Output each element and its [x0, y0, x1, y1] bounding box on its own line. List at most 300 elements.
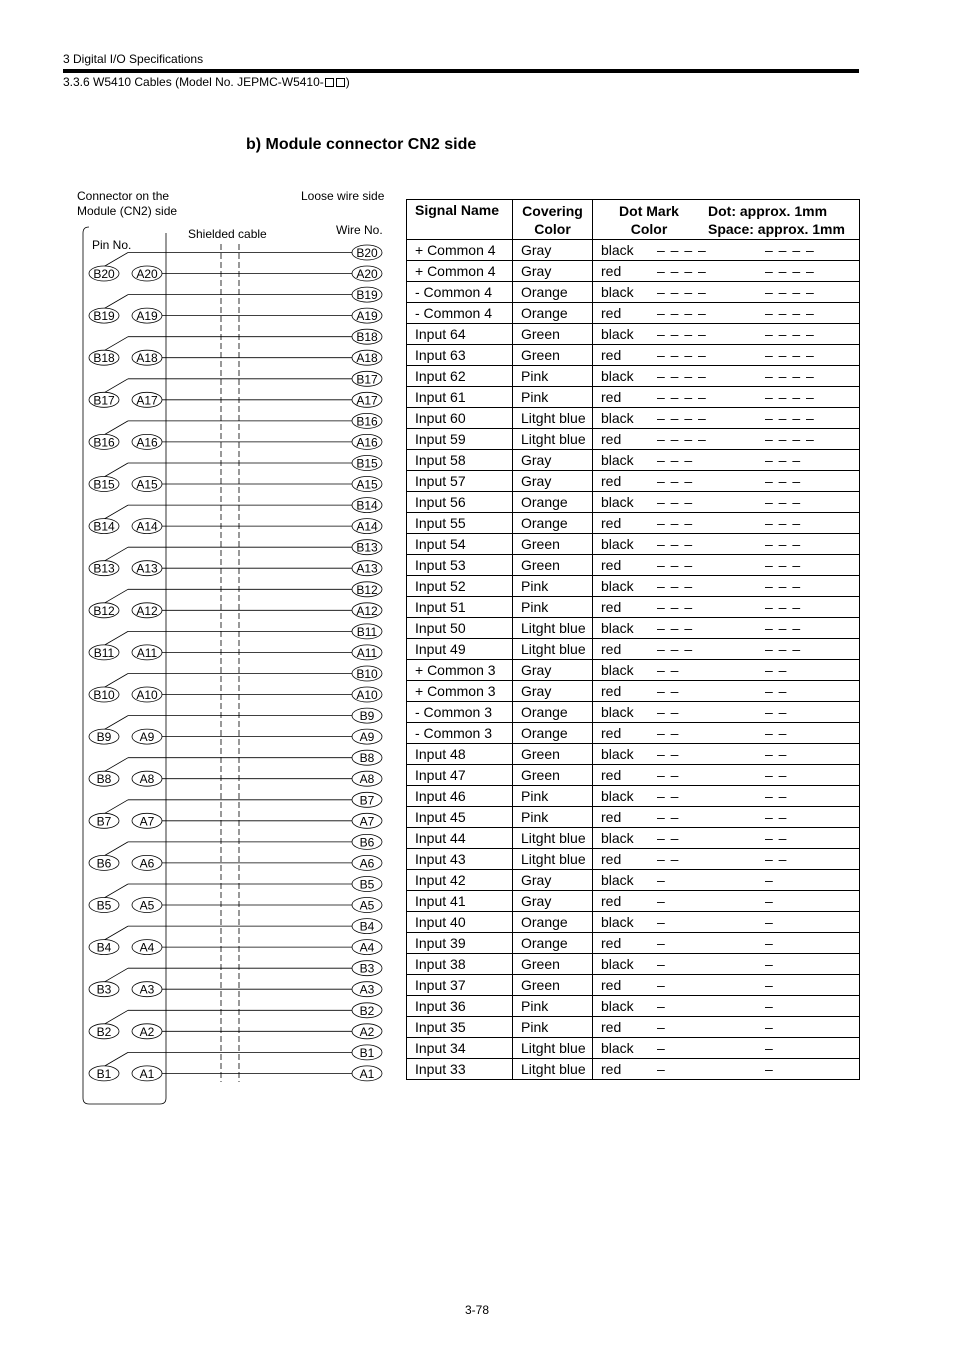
dot-mark-pattern-2: –: [765, 956, 774, 972]
dot-mark-pattern: –: [657, 998, 666, 1014]
table-row: [407, 933, 860, 954]
pin-label: B3: [96, 982, 112, 997]
signal-name-cell: Input 63: [407, 345, 513, 366]
dot-color: red: [601, 683, 622, 699]
signal-name-cell: Input 37: [407, 975, 513, 996]
wire-label: A20: [356, 267, 378, 281]
table-row: [407, 1017, 860, 1038]
signal-name-cell: Input 53: [407, 555, 513, 576]
wire-label: A7: [359, 814, 375, 829]
dot-mark-pattern-2: – – – –: [765, 326, 815, 342]
dot-color: red: [601, 1019, 622, 1035]
table-row: [407, 534, 860, 555]
signal-name-cell: Input 36: [407, 996, 513, 1017]
pin-label: A4: [139, 940, 155, 955]
wire-diagonal: [104, 884, 128, 898]
table-row: [407, 807, 860, 828]
wire-diagonal: [104, 295, 128, 309]
wire-label: A11: [356, 645, 378, 660]
wire-label: B4: [359, 919, 375, 934]
pin-label: A3: [139, 982, 155, 997]
dot-mark-pattern: – – – –: [657, 284, 707, 300]
table-row: [407, 849, 860, 870]
signal-table: [406, 199, 860, 1080]
dot-mark-pattern-2: – –: [765, 767, 788, 783]
dot-mark-pattern-2: – – – –: [765, 263, 815, 279]
dot-mark-pattern: –: [657, 956, 666, 972]
signal-name-cell: Input 33: [407, 1059, 513, 1080]
table-row: [407, 471, 860, 492]
wire-label: A17: [356, 393, 378, 408]
covering-color-cell: Gray: [513, 660, 593, 681]
signal-name-cell: Input 40: [407, 912, 513, 933]
pin-label: A1: [139, 1066, 155, 1081]
pin-label: B10: [93, 688, 115, 702]
dot-color: black: [601, 662, 634, 678]
wire-diagonal: [104, 421, 128, 435]
dot-mark-pattern: –: [657, 914, 666, 930]
wire-label: B18: [356, 330, 378, 345]
dot-mark-cell: [593, 408, 860, 429]
wire-label: B13: [356, 540, 378, 555]
dot-color: red: [601, 515, 622, 531]
signal-name-header: Signal Name: [407, 200, 513, 240]
wire-label: B9: [359, 709, 375, 724]
dot-mark-pattern: – – –: [657, 494, 694, 510]
dot-mark-cell: [593, 282, 860, 303]
wire-label: B8: [359, 751, 375, 766]
dot-mark-pattern: –: [657, 893, 666, 909]
covering-color-cell: Gray: [513, 681, 593, 702]
dot-mark-cell: [593, 597, 860, 618]
pin-label: A10: [136, 688, 158, 702]
table-row: [407, 597, 860, 618]
section-prefix: 3.3.6 W5410 Cables (Model No. JEPMC-W5410-: [63, 75, 324, 89]
dot-mark-cell: [593, 513, 860, 534]
pin-label: A7: [139, 814, 155, 829]
dot-mark-pattern-2: – – – –: [765, 284, 815, 300]
dot-header-line2: Color: [630, 220, 668, 237]
table-row: [407, 975, 860, 996]
wire-label: A3: [359, 982, 375, 997]
dot-color: red: [601, 725, 622, 741]
covering-color-cell: Green: [513, 534, 593, 555]
pin-label: B6: [96, 856, 112, 871]
dot-color: black: [601, 326, 634, 342]
pin-label: A5: [139, 898, 155, 913]
dot-color: black: [601, 494, 634, 510]
dot-mark-cell: [593, 261, 860, 282]
dot-mark-cell: [593, 618, 860, 639]
dot-mark-pattern: –: [657, 1061, 666, 1077]
section-title: b) Module connector CN2 side: [246, 136, 477, 153]
pin-label: A18: [136, 351, 158, 366]
dot-mark-pattern: – –: [657, 725, 680, 741]
table-row: [407, 912, 860, 933]
pin-label: B9: [96, 730, 112, 745]
signal-name-cell: Input 61: [407, 387, 513, 408]
dot-mark-pattern-2: – – –: [765, 620, 802, 636]
wire-diagonal: [104, 463, 128, 477]
wire-label: B3: [359, 961, 375, 976]
covering-color-cell: Pink: [513, 387, 593, 408]
dot-mark-cell: [593, 786, 860, 807]
pin-label: A17: [136, 393, 158, 408]
dot-mark-pattern: – – –: [657, 641, 694, 657]
dot-mark-pattern-2: – – –: [765, 557, 802, 573]
dot-spec-cell: [705, 202, 845, 238]
wire-label: A10: [356, 688, 378, 702]
dot-mark-pattern: –: [657, 1040, 666, 1056]
dot-mark-cell: [593, 576, 860, 597]
dot-mark-pattern-2: – –: [765, 809, 788, 825]
dot-mark-cell: [593, 996, 860, 1017]
wire-label: B10: [356, 667, 378, 681]
signal-name-cell: Input 35: [407, 1017, 513, 1038]
wire-label: A2: [359, 1024, 375, 1039]
dot-mark-pattern-2: –: [765, 1061, 774, 1077]
dot-mark-pattern-2: – – – –: [765, 431, 815, 447]
covering-color-cell: Gray: [513, 870, 593, 891]
dot-color: red: [601, 347, 622, 363]
covering-color-cell: Pink: [513, 597, 593, 618]
signal-name-cell: Input 54: [407, 534, 513, 555]
dot-mark-cell: [593, 849, 860, 870]
table-row: [407, 765, 860, 786]
covering-color-cell: Orange: [513, 303, 593, 324]
wire-label: A6: [359, 856, 375, 871]
wire-label: B19: [356, 288, 378, 303]
wire-label: A16: [356, 435, 378, 450]
table-row: [407, 366, 860, 387]
signal-name-cell: - Common 3: [407, 723, 513, 744]
dot-color: black: [601, 914, 634, 930]
signal-name-cell: + Common 4: [407, 240, 513, 261]
table-row: [407, 513, 860, 534]
covering-color-cell: Gray: [513, 471, 593, 492]
dot-mark-pattern-2: – –: [765, 704, 788, 720]
dot-mark-cell: [593, 723, 860, 744]
dot-mark-pattern-2: –: [765, 872, 774, 888]
dot-mark-pattern: – –: [657, 809, 680, 825]
table-row: [407, 429, 860, 450]
pin-label: B18: [93, 351, 115, 366]
signal-name-cell: Input 47: [407, 765, 513, 786]
table-row: [407, 345, 860, 366]
dot-mark-pattern: – –: [657, 851, 680, 867]
dot-mark-cell: [593, 954, 860, 975]
signal-name-cell: Input 41: [407, 891, 513, 912]
dot-color: red: [601, 641, 622, 657]
pin-label: A11: [136, 645, 158, 660]
dot-mark-cell: [593, 1017, 860, 1038]
dot-mark-pattern-2: – – – –: [765, 410, 815, 426]
dot-mark-cell: [593, 639, 860, 660]
pin-no-label: Pin No.: [92, 238, 132, 252]
dot-mark-pattern-2: – – –: [765, 599, 802, 615]
dot-mark-cell: [593, 912, 860, 933]
covering-header-line2: Color: [534, 220, 571, 237]
table-row: [407, 828, 860, 849]
wire-diagonal: [104, 253, 128, 267]
pin-label: A20: [136, 267, 158, 281]
dot-mark-cell: [593, 765, 860, 786]
dot-mark-cell: [593, 324, 860, 345]
pin-label: B4: [96, 940, 112, 955]
dot-color: black: [601, 746, 634, 762]
pin-label: A14: [136, 519, 158, 534]
dot-mark-cell: [593, 1038, 860, 1059]
wire-diagonal: [104, 758, 128, 772]
wire-diagonal: [104, 1010, 128, 1024]
dot-mark-pattern: – – –: [657, 536, 694, 552]
dot-color: black: [601, 704, 634, 720]
signal-name-cell: Input 56: [407, 492, 513, 513]
dot-spec-line2: Space: approx. 1mm: [708, 220, 845, 237]
wire-diagonal: [104, 716, 128, 730]
dot-mark-cell: [593, 933, 860, 954]
wire-label: B20: [356, 246, 378, 260]
signal-name-cell: Input 43: [407, 849, 513, 870]
dot-mark-cell: [593, 387, 860, 408]
dot-mark-header: [593, 200, 860, 240]
covering-color-cell: Gray: [513, 240, 593, 261]
dot-mark-pattern: – – – –: [657, 389, 707, 405]
dot-header-line1: Dot Mark: [619, 202, 679, 219]
table-row: [407, 618, 860, 639]
table-header-row: [407, 200, 860, 240]
dot-mark-pattern: – – – –: [657, 263, 707, 279]
dot-mark-pattern: –: [657, 1019, 666, 1035]
dot-mark-cell: [593, 660, 860, 681]
dot-color: black: [601, 998, 634, 1014]
dot-mark-pattern: –: [657, 977, 666, 993]
dot-color: red: [601, 599, 622, 615]
dot-mark-pattern: – –: [657, 704, 680, 720]
covering-color-cell: Pink: [513, 996, 593, 1017]
dot-mark-pattern: – – –: [657, 557, 694, 573]
connector-label-line2: Module (CN2) side: [77, 204, 178, 218]
wire-label: B16: [356, 414, 378, 429]
table-row: [407, 492, 860, 513]
covering-color-cell: Orange: [513, 723, 593, 744]
wire-diagonal: [104, 1052, 128, 1066]
dot-mark-cell: [593, 471, 860, 492]
dot-mark-pattern: – –: [657, 767, 680, 783]
signal-name-cell: Input 42: [407, 870, 513, 891]
table-row: [407, 1059, 860, 1080]
pin-label: B12: [93, 603, 115, 618]
pin-label: A12: [136, 603, 158, 618]
dot-mark-cell: [593, 870, 860, 891]
dot-mark-cell: [593, 891, 860, 912]
dot-mark-pattern: – –: [657, 662, 680, 678]
covering-color-cell: Orange: [513, 513, 593, 534]
dot-mark-pattern-2: – – – –: [765, 242, 815, 258]
dot-mark-pattern-2: – –: [765, 851, 788, 867]
table-row: [407, 450, 860, 471]
dot-mark-pattern: – –: [657, 746, 680, 762]
signal-name-cell: Input 49: [407, 639, 513, 660]
signal-name-cell: + Common 3: [407, 660, 513, 681]
dot-color: black: [601, 956, 634, 972]
signal-name-cell: Input 46: [407, 786, 513, 807]
dot-mark-pattern: – – – –: [657, 326, 707, 342]
dot-mark-pattern-2: –: [765, 935, 774, 951]
dot-color: red: [601, 431, 622, 447]
signal-name-cell: - Common 4: [407, 303, 513, 324]
table-row: [407, 387, 860, 408]
covering-color-cell: Gray: [513, 450, 593, 471]
pin-label: B15: [93, 477, 115, 492]
covering-color-cell: Litght blue: [513, 639, 593, 660]
wire-diagonal: [104, 379, 128, 393]
signal-name-cell: Input 58: [407, 450, 513, 471]
wire-diagonal: [104, 337, 128, 351]
dot-mark-color-cell: [593, 202, 705, 238]
wire-diagonal: [104, 547, 128, 561]
pin-label: B19: [93, 309, 115, 324]
table-row: [407, 702, 860, 723]
dot-mark-cell: [593, 534, 860, 555]
table-row: [407, 996, 860, 1017]
dot-color: black: [601, 242, 634, 258]
wire-label: A14: [356, 519, 378, 534]
dot-color: black: [601, 872, 634, 888]
pin-label: B17: [93, 393, 115, 408]
dot-mark-pattern-2: – –: [765, 662, 788, 678]
dot-color: black: [601, 536, 634, 552]
wire-label: B2: [359, 1003, 375, 1018]
dot-color: red: [601, 1061, 622, 1077]
covering-color-cell: Orange: [513, 702, 593, 723]
wire-label: B5: [359, 877, 375, 892]
dot-color: black: [601, 284, 634, 300]
signal-name-cell: Input 59: [407, 429, 513, 450]
dot-color: red: [601, 851, 622, 867]
table-row: [407, 1038, 860, 1059]
table-row: [407, 555, 860, 576]
covering-color-cell: Litght blue: [513, 618, 593, 639]
signal-name-cell: Input 64: [407, 324, 513, 345]
wire-group: [89, 245, 382, 1081]
dot-color: red: [601, 893, 622, 909]
covering-color-cell: Pink: [513, 1017, 593, 1038]
signal-name-cell: Input 44: [407, 828, 513, 849]
covering-color-cell: Gray: [513, 891, 593, 912]
table-row: [407, 681, 860, 702]
dot-mark-pattern-2: – – –: [765, 473, 802, 489]
dot-mark-pattern-2: – – –: [765, 536, 802, 552]
dot-mark-cell: [593, 450, 860, 471]
pin-label: B16: [93, 435, 115, 450]
section-suffix: ): [345, 75, 350, 89]
dot-mark-pattern: – – –: [657, 515, 694, 531]
dot-color: black: [601, 620, 634, 636]
wire-diagonal: [104, 631, 128, 645]
dot-mark-pattern: – – – –: [657, 242, 707, 258]
table-row: [407, 954, 860, 975]
dot-color: red: [601, 305, 622, 321]
covering-color-cell: Green: [513, 975, 593, 996]
dot-mark-pattern: –: [657, 935, 666, 951]
dot-mark-cell: [593, 555, 860, 576]
wire-label: A18: [356, 351, 378, 366]
dot-mark-cell: [593, 807, 860, 828]
wire-label: A4: [359, 940, 375, 955]
table-row: [407, 891, 860, 912]
dot-mark-pattern: – –: [657, 788, 680, 804]
pin-label: A6: [139, 856, 155, 871]
wire-label: A12: [356, 603, 378, 618]
covering-color-cell: Orange: [513, 933, 593, 954]
signal-name-cell: Input 50: [407, 618, 513, 639]
dot-color: black: [601, 830, 634, 846]
covering-color-cell: Green: [513, 744, 593, 765]
covering-color-cell: Gray: [513, 261, 593, 282]
dot-mark-pattern: – – – –: [657, 368, 707, 384]
covering-color-cell: Litght blue: [513, 828, 593, 849]
dot-mark-pattern: – – –: [657, 599, 694, 615]
dot-mark-cell: [593, 828, 860, 849]
dot-color: red: [601, 977, 622, 993]
pin-label: B7: [96, 814, 112, 829]
covering-color-cell: Litght blue: [513, 1059, 593, 1080]
wire-label: B17: [356, 372, 378, 387]
pin-label: B20: [93, 267, 115, 281]
dot-mark-pattern-2: – –: [765, 725, 788, 741]
dot-mark-pattern: – – – –: [657, 431, 707, 447]
wire-no-label: Wire No.: [336, 223, 383, 237]
signal-name-cell: Input 34: [407, 1038, 513, 1059]
signal-name-cell: Input 52: [407, 576, 513, 597]
dot-mark-cell: [593, 744, 860, 765]
signal-name-cell: Input 62: [407, 366, 513, 387]
covering-color-cell: Litght blue: [513, 849, 593, 870]
table-row: [407, 408, 860, 429]
pin-label: B14: [93, 519, 115, 534]
dot-mark-cell: [593, 492, 860, 513]
pin-label: B13: [93, 561, 115, 576]
dot-mark-pattern-2: – – –: [765, 494, 802, 510]
dot-mark-cell: [593, 303, 860, 324]
wire-label: B11: [356, 624, 378, 639]
dot-mark-pattern-2: – –: [765, 683, 788, 699]
signal-name-cell: + Common 4: [407, 261, 513, 282]
dot-mark-pattern: – – –: [657, 620, 694, 636]
wire-diagonal: [104, 926, 128, 940]
pin-label: B11: [93, 645, 115, 660]
table-row: [407, 786, 860, 807]
signal-name-cell: Input 48: [407, 744, 513, 765]
covering-color-cell: Green: [513, 324, 593, 345]
wire-label: A19: [356, 309, 378, 324]
pin-label: B5: [96, 898, 112, 913]
table-row: [407, 744, 860, 765]
dot-mark-pattern: – –: [657, 830, 680, 846]
signal-name-cell: Input 60: [407, 408, 513, 429]
table-row: [407, 324, 860, 345]
dot-mark-pattern-2: – – –: [765, 515, 802, 531]
wire-diagonal: [104, 589, 128, 603]
dot-mark-pattern-2: – –: [765, 746, 788, 762]
table-row: [407, 261, 860, 282]
table-row: [407, 303, 860, 324]
wire-label: A15: [356, 477, 378, 492]
table-row: [407, 639, 860, 660]
pin-label: A15: [136, 477, 158, 492]
dot-mark-pattern-2: – – – –: [765, 305, 815, 321]
